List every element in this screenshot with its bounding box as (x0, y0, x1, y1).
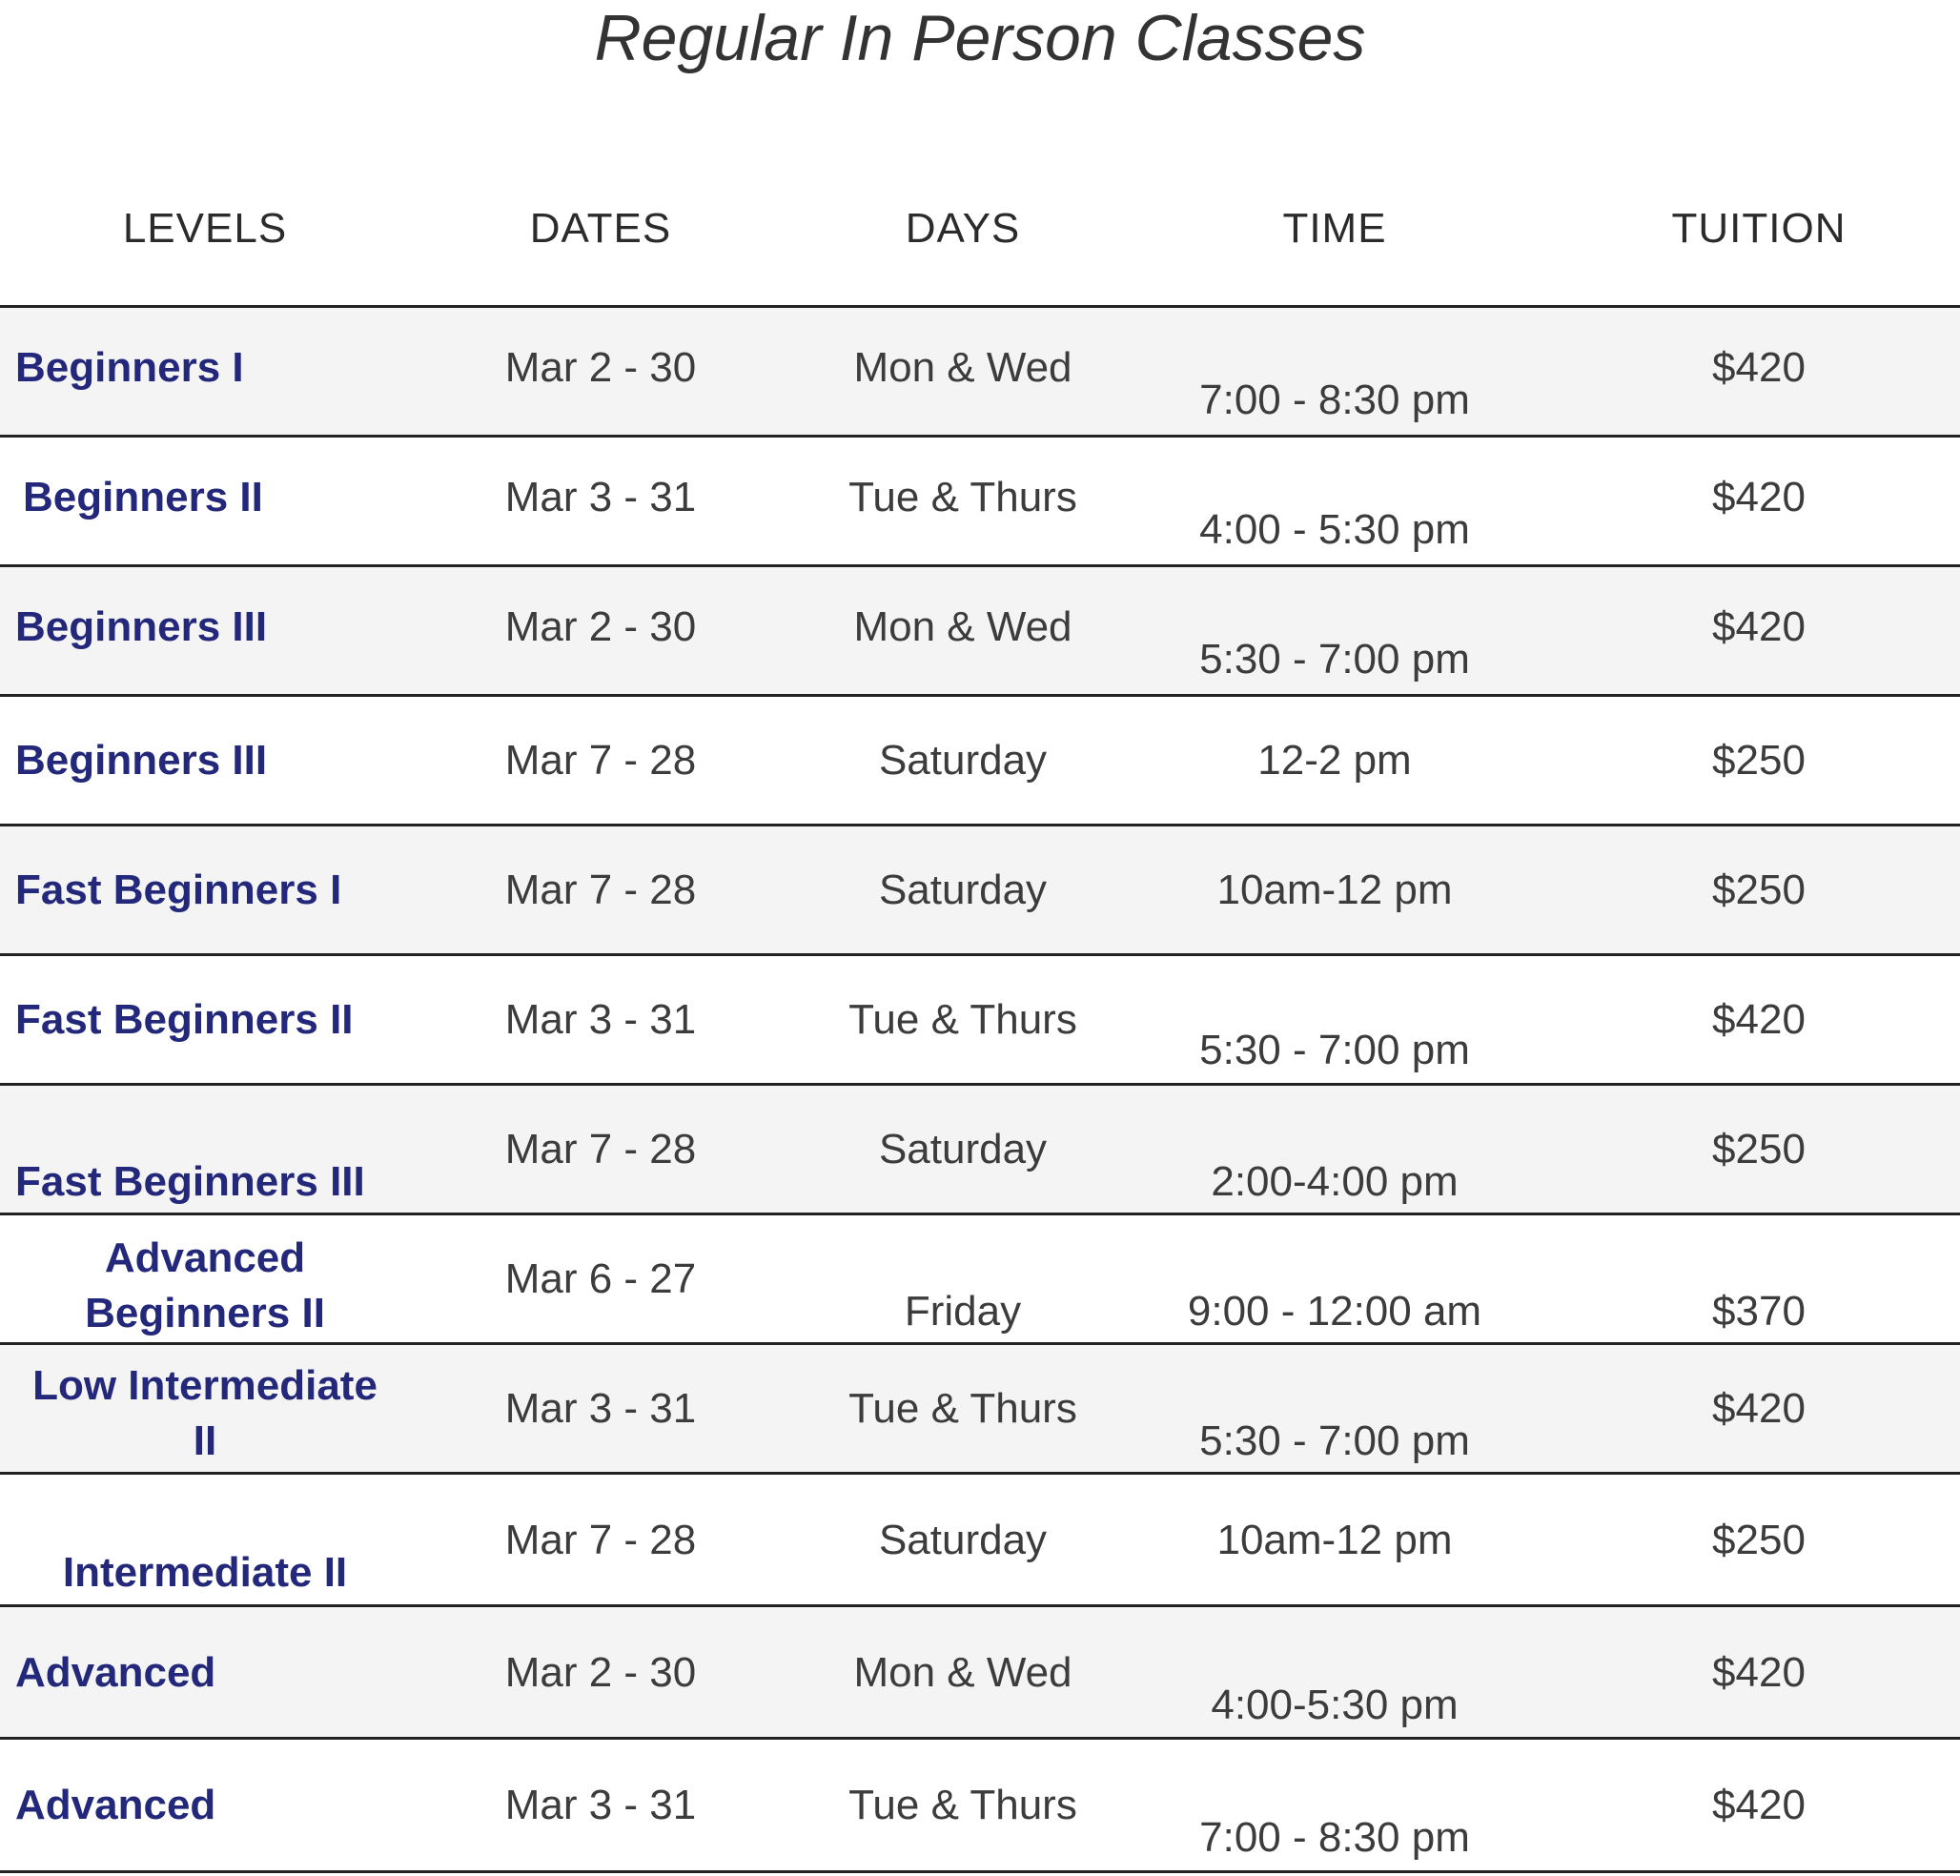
table-header (0, 191, 1960, 267)
table-row (0, 826, 1960, 953)
time-cell: 4:00-5:30 pm (1211, 1682, 1459, 1728)
time-cell: 5:30 - 7:00 pm (1199, 636, 1470, 683)
row-divider (0, 1213, 1960, 1215)
row-divider (0, 1083, 1960, 1086)
level-name[interactable]: Fast Beginners II (15, 996, 354, 1043)
table-row (0, 956, 1960, 1083)
time-cell: 7:00 - 8:30 pm (1199, 1814, 1470, 1861)
time-cell: 2:00-4:00 pm (1211, 1158, 1459, 1205)
days-cell: Saturday (878, 737, 1048, 784)
tuition-cell: $250 (1712, 1517, 1806, 1563)
table-row (0, 1475, 1960, 1604)
days-cell: Saturday (878, 1126, 1048, 1172)
dates-cell: Mar 7 - 28 (504, 737, 697, 784)
row-divider (0, 435, 1960, 438)
time-cell: 5:30 - 7:00 pm (1199, 1417, 1470, 1464)
dates-cell: Mar 7 - 28 (504, 1517, 697, 1563)
table-row (0, 697, 1960, 824)
header-levels: LEVELS (122, 205, 288, 252)
table-row (0, 438, 1960, 564)
days-cell: Saturday (878, 867, 1048, 913)
header-dates: DATES (529, 205, 672, 252)
days-cell: Tue & Thurs (848, 996, 1077, 1043)
dates-cell: Mar 3 - 31 (504, 996, 697, 1043)
time-cell: 7:00 - 8:30 pm (1199, 377, 1470, 423)
dates-cell: Mar 2 - 30 (504, 344, 697, 391)
row-divider (0, 1472, 1960, 1475)
row-divider (0, 1870, 1960, 1873)
time-cell: 9:00 - 12:00 am (1187, 1288, 1482, 1335)
dates-cell: Mar 3 - 31 (504, 1385, 697, 1432)
dates-cell: Mar 2 - 30 (504, 603, 697, 650)
time-cell: 12-2 pm (1257, 737, 1412, 784)
dates-cell: Mar 7 - 28 (504, 1126, 697, 1172)
dates-cell: Mar 3 - 31 (504, 1782, 697, 1828)
tuition-cell: $370 (1712, 1288, 1806, 1335)
table-row (0, 1215, 1960, 1342)
tuition-cell: $420 (1712, 1782, 1806, 1828)
tuition-cell: $420 (1712, 1649, 1806, 1696)
row-divider (0, 953, 1960, 956)
table-row (0, 1086, 1960, 1213)
tuition-cell: $250 (1712, 737, 1806, 784)
header-tuition: TUITION (1671, 205, 1847, 252)
tuition-cell: $420 (1712, 603, 1806, 650)
header-time: TIME (1282, 205, 1387, 252)
level-name[interactable]: Advanced Beginners II (85, 1234, 325, 1336)
dates-cell: Mar 7 - 28 (504, 867, 697, 913)
row-divider (0, 305, 1960, 308)
dates-cell: Mar 3 - 31 (504, 474, 697, 520)
time-cell: 5:30 - 7:00 pm (1199, 1027, 1470, 1073)
time-cell: 10am-12 pm (1216, 1517, 1453, 1563)
table-row (0, 1607, 1960, 1737)
level-name[interactable]: Low Intermediate II (32, 1362, 378, 1464)
page-title: Regular In Person Classes (594, 2, 1366, 74)
table-row (0, 1740, 1960, 1871)
time-cell: 4:00 - 5:30 pm (1199, 506, 1470, 553)
tuition-cell: $250 (1712, 867, 1806, 913)
table-row (0, 1345, 1960, 1472)
level-name[interactable]: Beginners III (15, 737, 268, 784)
days-cell: Saturday (878, 1517, 1048, 1563)
days-cell: Tue & Thurs (848, 474, 1077, 520)
row-divider (0, 1342, 1960, 1345)
time-cell: 10am-12 pm (1216, 867, 1453, 913)
level-name[interactable]: Intermediate II (62, 1549, 348, 1596)
tuition-cell: $420 (1712, 996, 1806, 1043)
level-name[interactable]: Advanced (15, 1649, 216, 1696)
tuition-cell: $250 (1712, 1126, 1806, 1172)
days-cell: Mon & Wed (853, 344, 1072, 391)
tuition-cell: $420 (1712, 1385, 1806, 1432)
days-cell: Mon & Wed (853, 603, 1072, 650)
row-divider (0, 1737, 1960, 1740)
days-cell: Friday (904, 1288, 1022, 1335)
tuition-cell: $420 (1712, 344, 1806, 391)
row-divider (0, 1604, 1960, 1607)
days-cell: Tue & Thurs (848, 1385, 1077, 1432)
row-divider (0, 824, 1960, 826)
table-row (0, 567, 1960, 694)
row-divider (0, 564, 1960, 567)
table-row (0, 308, 1960, 435)
level-name[interactable]: Fast Beginners I (15, 867, 342, 913)
row-divider (0, 694, 1960, 697)
dates-cell: Mar 2 - 30 (504, 1649, 697, 1696)
level-name[interactable]: Fast Beginners III (15, 1158, 365, 1205)
level-name[interactable]: Advanced (15, 1782, 216, 1828)
tuition-cell: $420 (1712, 474, 1806, 520)
header-days: DAYS (905, 205, 1021, 252)
days-cell: Tue & Thurs (848, 1782, 1077, 1828)
days-cell: Mon & Wed (853, 1649, 1072, 1696)
level-name[interactable]: Beginners I (15, 344, 244, 391)
dates-cell: Mar 6 - 27 (504, 1255, 697, 1302)
level-name[interactable]: Beginners II (23, 474, 263, 520)
level-name[interactable]: Beginners III (15, 603, 268, 650)
